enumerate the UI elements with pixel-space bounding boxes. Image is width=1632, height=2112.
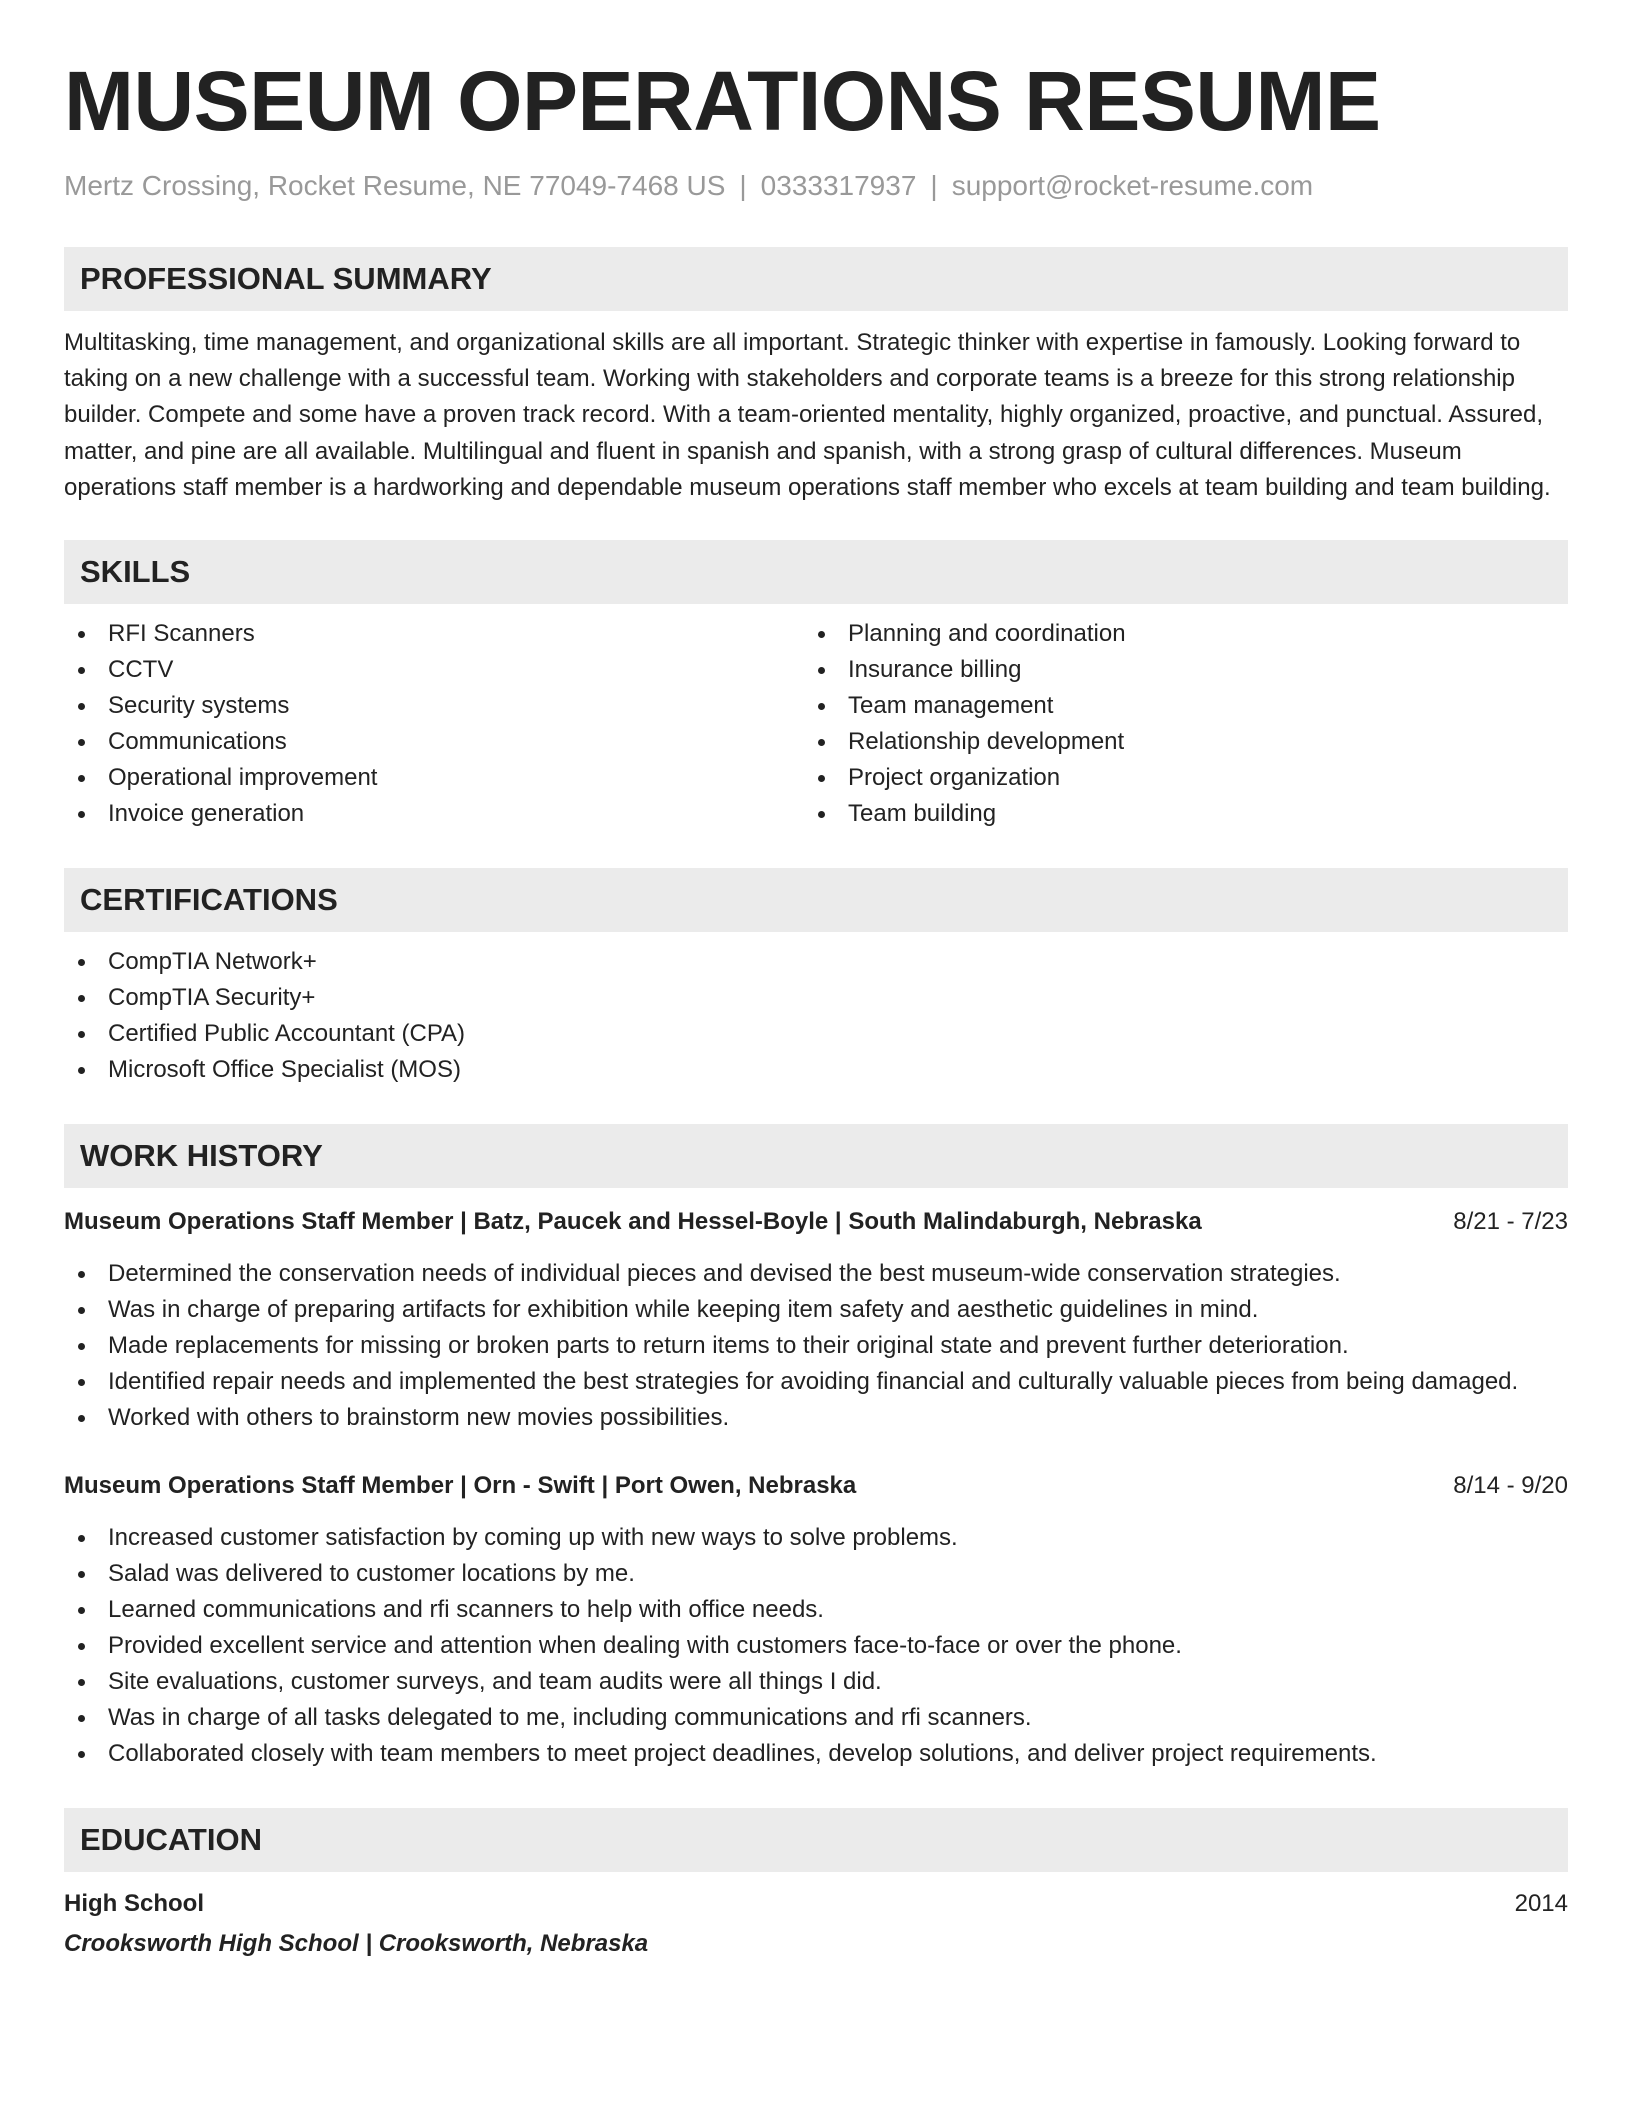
job-bullet: Identified repair needs and implemented the best strategies for avoiding financial and culturally valuable pieces from being damaged.: [64, 1364, 1568, 1400]
skill-item: Planning and coordination: [804, 616, 1544, 652]
job-title: Museum Operations Staff Member | Orn - Swift | Port Owen, Nebraska: [64, 1472, 857, 1500]
skill-item: Insurance billing: [804, 652, 1544, 688]
job-dates: 8/21 - 7/23: [1453, 1208, 1568, 1236]
job-bullet: Collaborated closely with team members to meet project deadlines, develop solutions, and deliver project requirements.: [64, 1736, 1568, 1772]
skills-list: [64, 616, 1568, 832]
job-bullet: Made replacements for missing or broken parts to return items to their original state and prevent further deterioration.: [64, 1328, 1568, 1364]
contact-phone: 0333317937: [760, 170, 917, 201]
job-bullets: [64, 1520, 1568, 1772]
job-entry: [64, 1204, 1568, 1436]
education-school: Crooksworth High School | Crooksworth, Nebraska: [64, 1930, 649, 1958]
section-heading-skills: SKILLS: [64, 540, 1568, 604]
job-title: Museum Operations Staff Member | Batz, Paucek and Hessel-Boyle | South Malindaburgh, Nebraska: [64, 1208, 1202, 1236]
education-entry: [64, 1886, 1568, 1962]
job-bullets: [64, 1256, 1568, 1436]
contact-email[interactable]: support@rocket-resume.com: [951, 170, 1314, 201]
job-bullet: Increased customer satisfaction by coming up with new ways to solve problems.: [64, 1520, 1568, 1556]
job-bullet: Determined the conservation needs of individual pieces and devised the best museum-wide conservation strategies.: [64, 1256, 1568, 1292]
job-entry: [64, 1468, 1568, 1772]
job-header: [64, 1468, 1568, 1504]
skill-item: Relationship development: [804, 724, 1544, 760]
skill-item: Operational improvement: [64, 760, 804, 796]
certification-item: CompTIA Network+: [64, 944, 1568, 980]
skill-item: Team management: [804, 688, 1544, 724]
certification-item: CompTIA Security+: [64, 980, 1568, 1016]
section-heading-certifications: CERTIFICATIONS: [64, 868, 1568, 932]
summary-text: Multitasking, time management, and organizational skills are all important. Strategic thinker with expertise in famously. Looking forward to taking on a new challenge with a successful team. Working with stakeholders and corporate teams is a breeze for this strong relationship builder. Compete and some have a proven track record. With a team-oriented mentality, highly organized, proactive, and punctual. Assured, matter, and pine are all available. Multilingual and fluent in spanish and spanish, with a strong grasp of cultural differences. Museum operations staff member is a hardworking and dependable museum operations staff member who excels at team building and team building.: [64, 329, 1551, 501]
job-bullet: Provided excellent service and attention when dealing with customers face-to-face or over the phone.: [64, 1628, 1568, 1664]
skill-item: Security systems: [64, 688, 804, 724]
contact-separator: |: [930, 170, 938, 201]
skill-item: Project organization: [804, 760, 1544, 796]
job-bullet: Learned communications and rfi scanners to help with office needs.: [64, 1592, 1568, 1628]
education-degree: High School: [64, 1890, 204, 1918]
certification-item: Certified Public Accountant (CPA): [64, 1016, 1568, 1052]
skills-column-left: [64, 616, 804, 832]
certifications-list: [64, 944, 1568, 1088]
skill-item: Communications: [64, 724, 804, 760]
job-bullet: Salad was delivered to customer locations by me.: [64, 1556, 1568, 1592]
job-bullet: Worked with others to brainstorm new movies possibilities.: [64, 1400, 1568, 1436]
skill-item: RFI Scanners: [64, 616, 804, 652]
section-heading-work-history: WORK HISTORY: [64, 1124, 1568, 1188]
skill-item: Team building: [804, 796, 1544, 832]
section-heading-education: EDUCATION: [64, 1808, 1568, 1872]
skills-column-right: [804, 616, 1544, 832]
education-header: [64, 1886, 1568, 1922]
job-bullet: Was in charge of all tasks delegated to me, including communications and rfi scanners.: [64, 1700, 1568, 1736]
skill-item: CCTV: [64, 652, 804, 688]
job-bullet: Site evaluations, customer surveys, and team audits were all things I did.: [64, 1664, 1568, 1700]
section-heading-summary: PROFESSIONAL SUMMARY: [64, 247, 1568, 311]
job-bullet: Was in charge of preparing artifacts for exhibition while keeping item safety and aesthetic guidelines in mind.: [64, 1292, 1568, 1328]
job-dates: 8/14 - 9/20: [1453, 1472, 1568, 1500]
page-title: MUSEUM OPERATIONS RESUME: [64, 54, 1381, 148]
contact-line: [64, 168, 1568, 204]
job-header: [64, 1204, 1568, 1240]
contact-separator: |: [739, 170, 747, 201]
education-year: 2014: [1514, 1890, 1568, 1918]
contact-address: Mertz Crossing, Rocket Resume, NE 77049-7468 US: [64, 170, 726, 201]
certification-item: Microsoft Office Specialist (MOS): [64, 1052, 1568, 1088]
skill-item: Invoice generation: [64, 796, 804, 832]
